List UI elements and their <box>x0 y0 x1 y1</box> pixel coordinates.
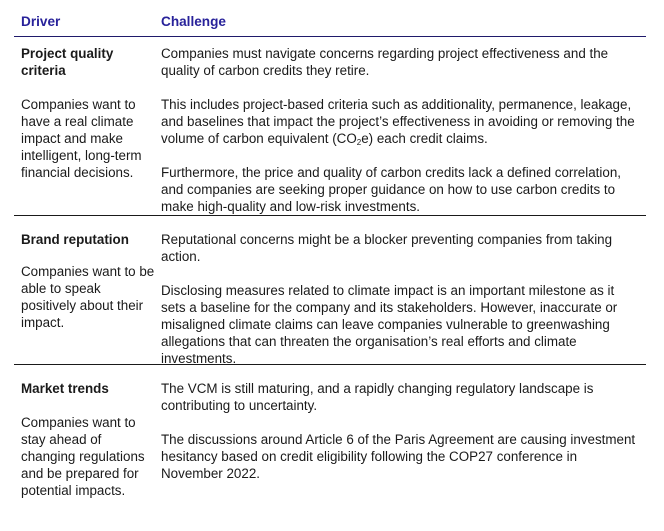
drivers-challenges-table <box>14 0 646 515</box>
driver-description: Companies want to stay ahead of changing regulations and be prepared for potential impacts. <box>21 415 145 498</box>
table-header <box>14 0 646 37</box>
challenge-paragraph: Disclosing measures related to climate impact is an important milestone as it sets a baseline for the company and its stakeholders. However, inaccurate or misaligned climate claims can leave companies vulnerable to greenwashing allegations that can threaten the organisation’s real efforts and climate investments. <box>161 283 618 366</box>
challenge-paragraph: The VCM is still maturing, and a rapidly changing regulatory landscape is contributing to uncertainty. <box>161 381 594 413</box>
challenge-text: e) each credit claims. <box>361 131 488 146</box>
challenge-cell <box>161 37 646 215</box>
table-row <box>14 216 646 365</box>
driver-description: Companies want to be able to speak positively about their impact. <box>21 264 155 330</box>
challenge-paragraph: Companies must navigate concerns regarding project effectiveness and the quality of carbon credits they retire. <box>161 46 609 78</box>
driver-title: Project quality criteria <box>21 46 114 78</box>
challenge-cell <box>161 365 646 515</box>
challenge-paragraph <box>161 96 638 147</box>
header-challenge: Challenge <box>161 14 226 29</box>
subscript: 2 <box>356 138 362 147</box>
table-row <box>14 365 646 515</box>
driver-title: Market trends <box>21 381 109 396</box>
table-row <box>14 37 646 216</box>
driver-title: Brand reputation <box>21 232 129 247</box>
driver-cell <box>14 37 161 215</box>
challenge-cell <box>161 216 646 364</box>
challenge-paragraph: The discussions around Article 6 of the Paris Agreement are causing investment hesitancy based on credit eligibility following the COP27 conference in November 2022. <box>161 432 636 481</box>
driver-description: Companies want to have a real climate impact and make intelligent, long-term financial decisions. <box>21 97 142 180</box>
challenge-paragraph: Furthermore, the price and quality of carbon credits lack a defined correlation, and companies are seeking proper guidance on how to use carbon credits to make high-quality and low-risk investments. <box>161 165 621 214</box>
header-driver: Driver <box>21 14 61 29</box>
driver-cell <box>14 216 161 364</box>
challenge-paragraph: Reputational concerns might be a blocker preventing companies from taking action. <box>161 232 613 264</box>
driver-cell <box>14 365 161 515</box>
challenge-text: This includes project-based criteria such as additionality, permanence, leakage, and baselines that impact the project’s effectiveness in avoiding or removing the volume of carbon equivalent (CO <box>161 97 635 146</box>
